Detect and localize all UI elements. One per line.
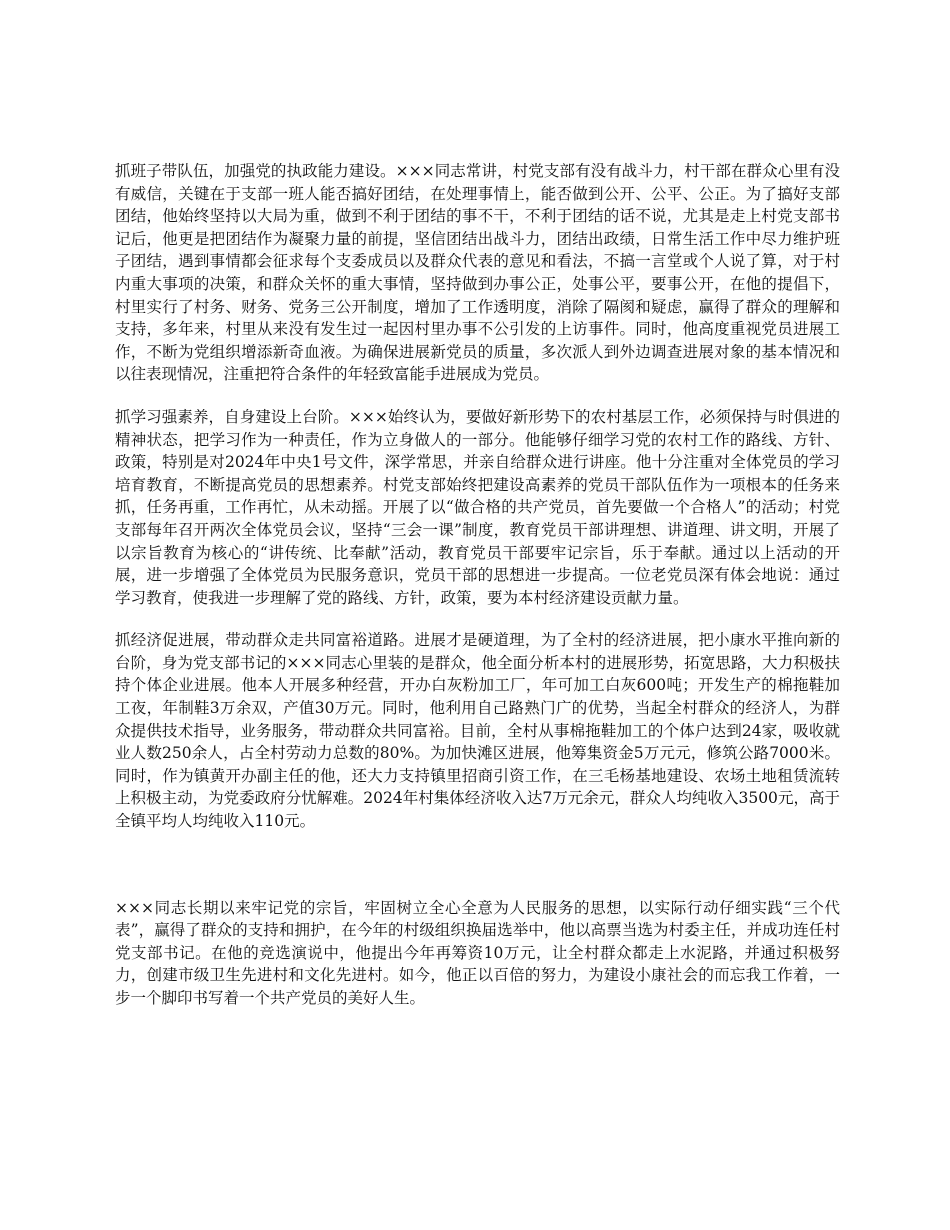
- paragraph-conclusion: ×××同志长期以来牢记党的宗旨，牢固树立全心全意为人民服务的思想，以实际行动仔细实践“三个代表”，赢得了群众的支持和拥护，在今年的村级组织换届选举中，他以高票当选为村委主任，并成功连任村党支部书记。在他的竞选演说中，他提出今年再筹资10万元，让全村群众都走上水泥路，并通过积极努力，创建市级卫生先进村和文化先进村。如今，他正以百倍的努力，为建设小康社会的而忘我工作着，一步一个脚印书写着一个共产党员的美好人生。: [115, 898, 840, 1007]
- paragraph-economy: 抓经济促进展，带动群众走共同富裕道路。进展才是硬道理，为了全村的经济进展，把小康水平推向新的台阶，身为党支部书记的×××同志心里装的是群众，他全面分析本村的进展形势，拓宽思路，大力积极扶持个体企业进展。他本人开展多种经营，开办白灰粉加工厂，年可加工白灰600吨；开发生产的棉拖鞋加工夜，年制鞋3万余双，产值30万元。同时，他利用自己路熟门广的优势，当起全村群众的经济人，为群众提供技术指导，业务服务，带动群众共同富裕。目前，全村从事棉拖鞋加工的个体户达到24家，吸收就业人数250余人，占全村劳动力总数的80%。为加快滩区进展，他筹集资金5万元元，修筑公路7000米。同时，作为镇黄开办副主任的他，还大力支持镇里招商引资工作，在三毛杨基地建设、农场土地租赁流转上积极主动，为党委政府分忧解难。2024年村集体经济收入达7万元余元，群众人均纯收入3500元，高于全镇平均人均纯收入110元。: [115, 631, 840, 831]
- paragraph-study: 抓学习强素养，自身建设上台阶。×××始终认为，要做好新形势下的农村基层工作，必须保持与时俱进的精神状态，把学习作为一种责任，作为立身做人的一部分。他能够仔细学习党的农村工作的路线、方针、政策，特别是对2024年中央1号文件，深学常思，并亲自给群众进行讲座。他十分注重对全体党员的学习培育教育，不断提高党员的思想素养。村党支部始终把建设高素养的党员干部队伍作为一项根本的任务来抓，任务再重，工作再忙，从未动摇。开展了以“做合格的共产党员，首先要做一个合格人”的活动；村党支部每年召开两次全体党员会议，坚持“三会一课”制度，教育党员干部讲理想、讲道理、讲文明，开展了以宗旨教育为核心的“讲传统、比奉献”活动，教育党员干部要牢记宗旨，乐于奉献。通过以上活动的开展，进一步增强了全体党员为民服务意识，党员干部的思想进一步提高。一位老党员深有体会地说：通过学习教育，使我进一步理解了党的路线、方针，政策，要为本村经济建设贡献力量。: [115, 407, 840, 607]
- paragraph-team-building: 抓班子带队伍，加强党的执政能力建设。×××同志常讲，村党支部有没有战斗力，村干部在群众心里有没有威信，关键在于支部一班人能否搞好团结，在处理事情上，能否做到公开、公平、公正。为了搞好支部团结，他始终坚持以大局为重，做到不利于团结的事不干，不利于团结的话不说，尤其是走上村党支部书记后，他更是把团结作为凝聚力量的前提，坚信团结出战斗力，团结出政绩，日常生活工作中尽力维护班子团结，遇到事情都会征求每个支委成员以及群众代表的意见和看法，不搞一言堂或个人说了算，对于村内重大事项的决策，和群众关怀的重大事情，坚持做到办事公正，处事公平，要事公开，在他的提倡下，村里实行了村务、财务、党务三公开制度，增加了工作透明度，消除了隔阂和疑虑，赢得了群众的理解和支持，多年来，村里从来没有发生过一起因村里办事不公引发的上访事件。同时，他高度重视党员进展工作，不断为党组织增添新奇血液。为确保进展新党员的质量，多次派人到外边调查进展对象的基本情况和以往表现情况，注重把符合条件的年轻致富能手进展成为党员。: [115, 162, 840, 384]
- document-body: [115, 160, 840, 1010]
